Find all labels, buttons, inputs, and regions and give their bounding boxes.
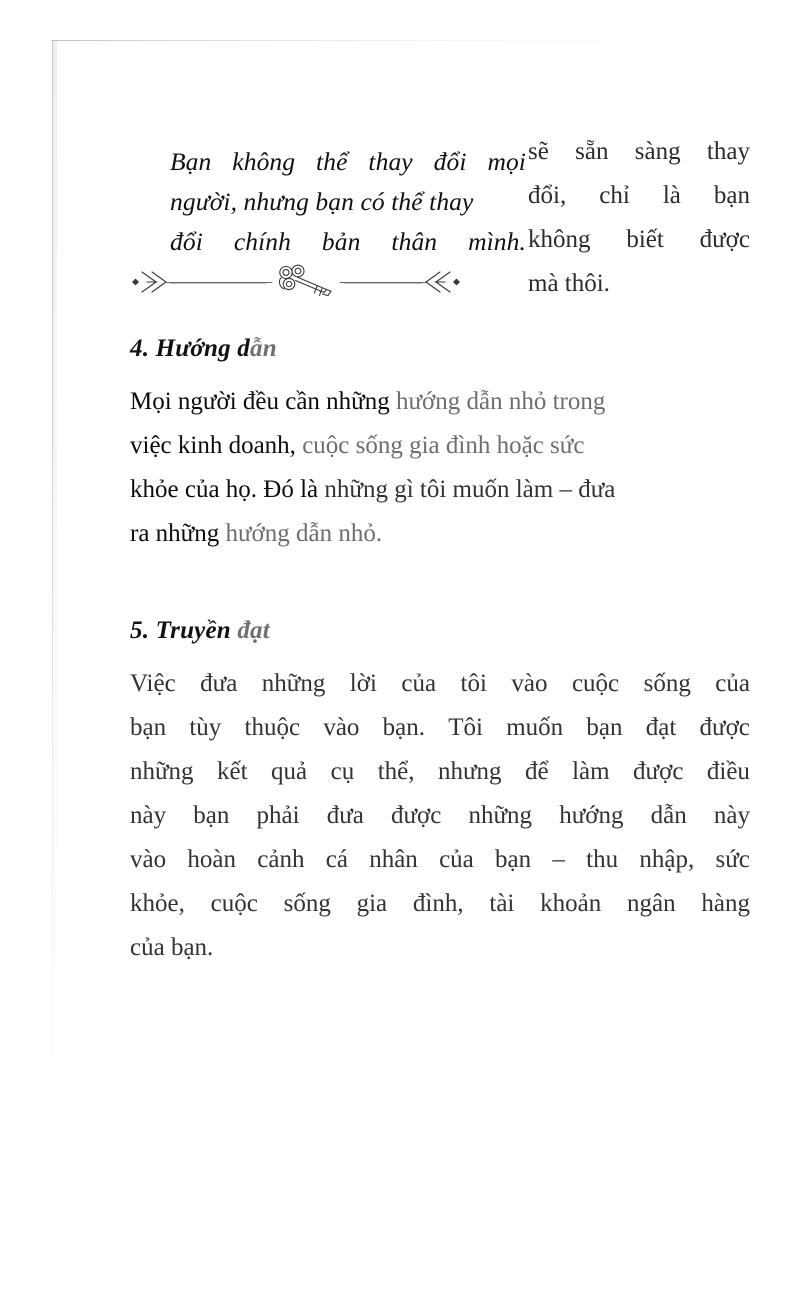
paragraph-word: bạn xyxy=(495,846,532,873)
section-heading-5 xyxy=(130,614,750,648)
paragraph-word: bạn xyxy=(193,802,230,829)
continuation-line-3 xyxy=(528,218,750,262)
paragraph-line xyxy=(130,512,750,556)
paragraph-word: Việc xyxy=(130,670,176,697)
paragraph-line xyxy=(130,706,750,750)
paragraph-word: ngân xyxy=(627,890,676,917)
paragraph-word: được xyxy=(699,714,750,741)
pull-quote-word: mình. xyxy=(468,226,526,256)
paragraph-word: nhập, xyxy=(639,846,695,873)
quote-continuation-column xyxy=(528,130,750,306)
paragraph-word: vào xyxy=(511,670,548,697)
paragraph-segment: ra những xyxy=(130,520,226,547)
pull-quote-word: chính xyxy=(233,226,291,256)
paragraph-word: gia xyxy=(356,890,388,917)
paragraph-word: cá xyxy=(325,846,348,873)
continuation-word: chỉ xyxy=(599,182,630,209)
section-4-number: 4. xyxy=(130,335,150,362)
pull-quote xyxy=(170,142,526,262)
continuation-line-4: mà thôi. xyxy=(528,270,610,297)
paragraph-line xyxy=(130,882,750,926)
paragraph-word: được xyxy=(390,802,442,829)
continuation-word: sẵn xyxy=(575,138,609,165)
paragraph-segment: Mọi người đều cần những xyxy=(130,388,396,415)
paragraph-word: vào xyxy=(323,714,360,741)
paragraph-word: của xyxy=(439,846,474,873)
continuation-word: là xyxy=(662,182,681,209)
paragraph-word: bạn. xyxy=(382,714,426,741)
paragraph-word: bạn xyxy=(586,714,623,741)
paragraph-line xyxy=(130,750,750,794)
quote-and-continuation-row xyxy=(130,116,750,306)
paragraph-word: đạt xyxy=(645,714,677,741)
paragraph-word: cuộc xyxy=(571,670,620,697)
paragraph-word: của xyxy=(401,670,437,697)
paragraph-word: quả xyxy=(271,758,308,785)
paragraph-word: để xyxy=(525,758,549,785)
pull-quote-line-3 xyxy=(170,222,526,262)
paragraph-line xyxy=(130,794,750,838)
paragraph-line: của bạn. xyxy=(130,934,214,961)
pull-quote-line-2: người, nhưng bạn có thể thay xyxy=(170,186,474,216)
paragraph-word: này xyxy=(713,802,750,829)
paragraph-word: muốn xyxy=(506,714,564,741)
continuation-word: thay xyxy=(706,138,750,165)
paragraph-word: nhưng xyxy=(437,758,502,785)
paragraph-word: hoàn xyxy=(187,846,236,873)
paragraph-word: này xyxy=(130,802,167,829)
paragraph-word: đưa xyxy=(200,670,238,697)
section-5-title-tail: đạt xyxy=(237,617,270,644)
section-5-title-main: Truyền xyxy=(149,617,238,644)
paragraph-word: cảnh xyxy=(257,846,305,873)
section-heading-4 xyxy=(130,332,750,366)
paragraph-word: những xyxy=(468,802,533,829)
continuation-line-1 xyxy=(528,130,750,174)
paragraph-word: tôi xyxy=(460,670,487,697)
paragraph-segment: hướng dẫn nhỏ trong xyxy=(395,388,606,415)
paragraph-word: đình, xyxy=(412,890,464,917)
paragraph-word: sống xyxy=(283,890,331,917)
continuation-line-2 xyxy=(528,174,750,218)
paragraph-word: khỏe, xyxy=(130,890,185,917)
continuation-word: sẽ xyxy=(528,138,549,165)
paragraph-word: bạn xyxy=(130,714,167,741)
paragraph-word: những xyxy=(130,758,194,785)
paragraph-word: tài xyxy=(489,890,515,917)
paragraph-word: hàng xyxy=(701,890,750,917)
paragraph-word: sống xyxy=(643,670,691,697)
paragraph-word: kết xyxy=(217,758,248,785)
pull-quote-word: thân xyxy=(391,226,438,256)
paragraph-word: – xyxy=(552,846,565,873)
paragraph-word: nhân xyxy=(369,846,418,873)
paragraph-segment: khỏe của họ. Đó là xyxy=(130,476,325,503)
section-4-title-tail: ẫn xyxy=(250,335,277,362)
paragraph-word: cụ xyxy=(330,758,355,785)
continuation-word: sàng xyxy=(634,138,681,165)
paragraph-word: được xyxy=(633,758,684,785)
paragraph-segment: việc kinh doanh, xyxy=(130,432,296,459)
paragraph-segment: cuộc sống gia đình hoặc sức xyxy=(295,432,585,459)
paragraph-word: thể, xyxy=(377,758,415,785)
paragraph-word: điều xyxy=(706,758,750,785)
section-5-paragraph xyxy=(130,662,750,970)
paragraph-word: làm xyxy=(572,758,610,785)
paragraph-word: khoản xyxy=(540,890,602,917)
paragraph-word: Tôi xyxy=(448,714,483,741)
continuation-word: không xyxy=(528,226,591,253)
paragraph-word: cuộc xyxy=(210,890,258,917)
pull-quote-line-1: Bạn không thể thay đổi mọi xyxy=(170,146,526,176)
paragraph-word: sức xyxy=(715,846,750,873)
pull-quote-word: bản xyxy=(321,226,361,256)
section-5-number: 5. xyxy=(130,617,150,644)
paragraph-line xyxy=(130,424,750,468)
continuation-word: bạn xyxy=(713,182,750,209)
paragraph-line xyxy=(130,838,750,882)
paragraph-word: lời xyxy=(349,670,377,697)
page-edge-top-line xyxy=(52,40,800,41)
paragraph-word: hướng xyxy=(559,802,624,829)
paragraph-segment: những gì tôi muốn làm – đưa xyxy=(324,476,616,503)
paragraph-word: dẫn xyxy=(650,802,687,829)
paragraph-word: của xyxy=(715,670,750,697)
continuation-word: được xyxy=(699,226,750,253)
paragraph-word: đưa xyxy=(326,802,364,829)
continuation-word: biết xyxy=(626,226,664,253)
key-ornament-divider xyxy=(126,259,466,307)
page-content xyxy=(130,116,750,970)
pull-quote-word: đổi xyxy=(170,226,203,256)
section-4-title-main: Hướng d xyxy=(149,335,250,362)
paragraph-word: thuộc xyxy=(244,714,301,741)
page-edge-left-shadow xyxy=(53,40,57,1220)
paragraph-word: phải xyxy=(256,802,300,829)
section-4-paragraph xyxy=(130,380,750,556)
paragraph-word: thu xyxy=(586,846,619,873)
paragraph-segment: hướng dẫn nhỏ. xyxy=(225,520,383,547)
paragraph-word: vào xyxy=(130,846,167,873)
continuation-word: đổi, xyxy=(528,182,567,209)
paragraph-line xyxy=(130,380,750,424)
paragraph-word: những xyxy=(261,670,326,697)
paragraph-line xyxy=(130,662,750,706)
paragraph-word: tùy xyxy=(189,714,222,741)
paragraph-line xyxy=(130,468,750,512)
